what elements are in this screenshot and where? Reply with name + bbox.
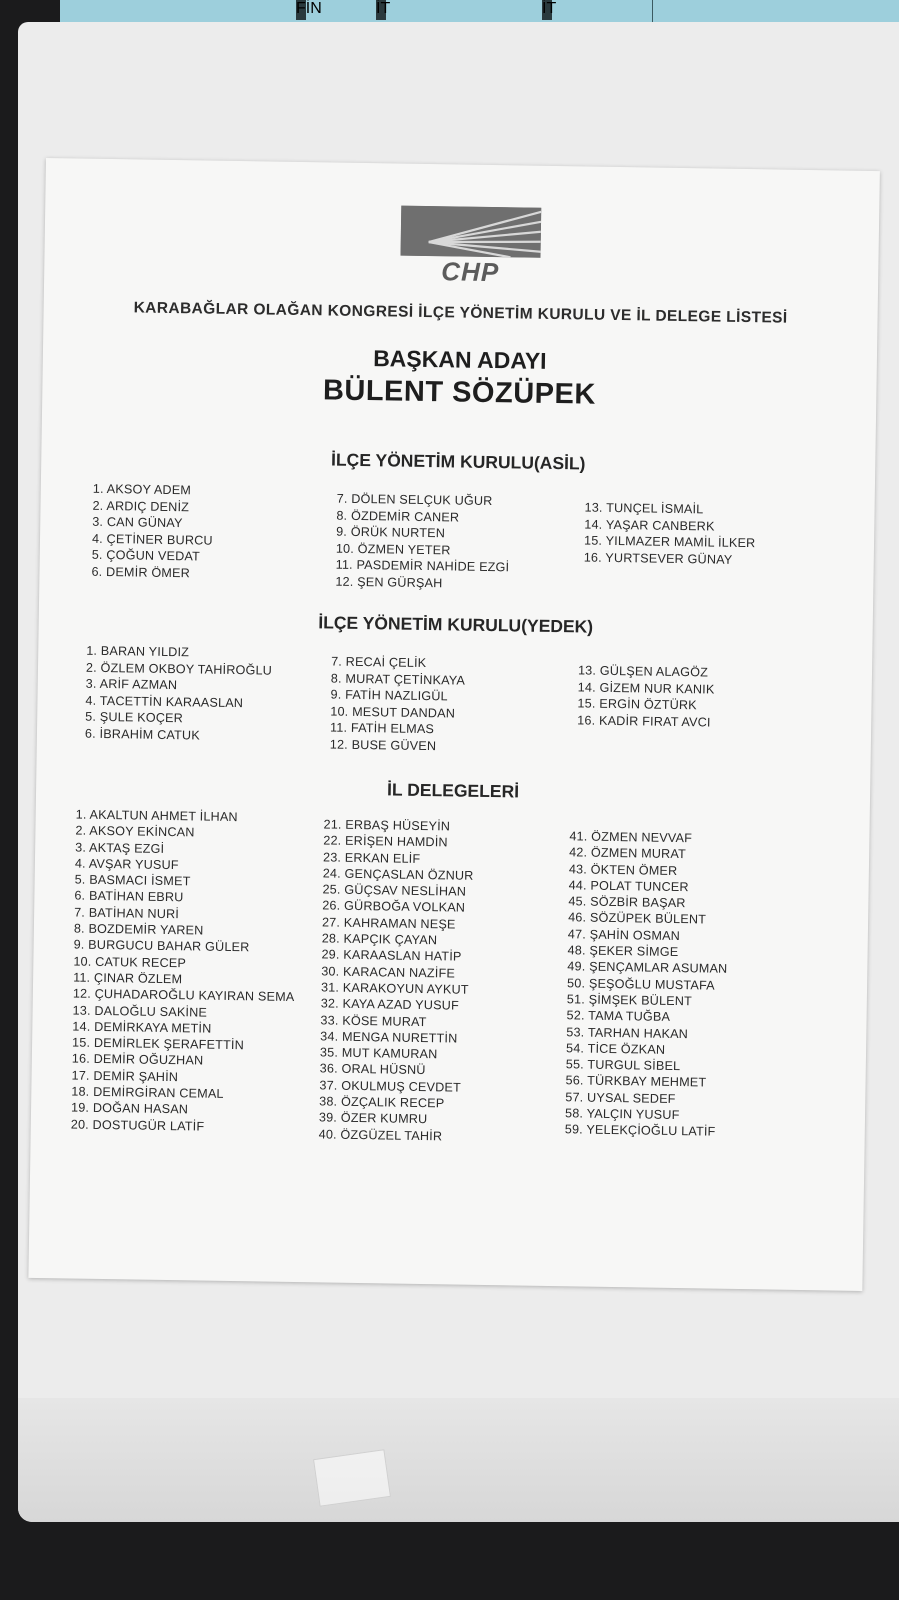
section-title-yedek: İLÇE YÖNETİM KURULU(YEDEK) (318, 612, 594, 637)
list-item: 44. POLAT TUNCER (568, 878, 689, 895)
list-item: 53. TARHAN HAKAN (566, 1024, 689, 1041)
list-item: 6. DEMİR ÖMER (91, 564, 191, 581)
list-item: 34. MENGA NURETTİN (320, 1029, 458, 1046)
list-item: 32. KAYA AZAD YUSUF (320, 996, 460, 1013)
list-item: 30. KARACAN NAZİFE (321, 964, 456, 981)
list-item: 14. GİZEM NUR KANIK (577, 680, 715, 697)
list-item: 17. DEMİR ŞAHİN (71, 1068, 179, 1084)
list-item: 13. GÜLŞEN ALAGÖZ (577, 663, 709, 680)
list-item: 1. AKSOY ADEM (92, 481, 192, 498)
list-item: 26. GÜRBOĞA VOLKAN (322, 898, 466, 916)
chp-logo (400, 206, 541, 288)
list-item: 18. DEMİRGİRAN CEMAL (71, 1084, 224, 1101)
yedek-column-2 (330, 654, 466, 756)
list-item: 9. BURGUCU BAHAR GÜLER (73, 937, 250, 955)
list-item: 59. YELEKÇİOĞLU LATİF (564, 1122, 716, 1139)
list-item: 13. DALOĞLU SAKİNE (72, 1003, 208, 1020)
list-item: 7. DÖLEN SELÇUK UĞUR (336, 491, 493, 509)
document-title: KARABAĞLAR OLAĞAN KONGRESİ İLÇE YÖNETİM KURULU VE İL DELEGE LİSTESİ (133, 299, 788, 327)
list-item: 6. BATİHAN EBRU (74, 889, 184, 905)
list-item: 10. CATUK RECEP (73, 954, 187, 970)
list-item: 54. TİCE ÖZKAN (565, 1041, 666, 1057)
list-item: 10. ÖZMEN YETER (335, 541, 451, 558)
list-item: 47. ŞAHİN OSMAN (567, 927, 681, 943)
candidate-label: BAŞKAN ADAYI (372, 345, 547, 374)
delegeler-column-2 (319, 816, 475, 1144)
list-item: 15. ERGİN ÖZTÜRK (577, 696, 697, 713)
list-item: 15. YILMAZER MAMİL İLKER (583, 533, 756, 551)
list-item: 39. ÖZER KUMRU (318, 1110, 428, 1127)
list-item: 9. FATİH NAZLIGÜL (330, 687, 448, 704)
delegeler-column-1 (71, 807, 298, 1136)
list-item: 46. SÖZÜPEK BÜLENT (568, 910, 707, 927)
list-item: 50. ŞEŞOĞLU MUSTAFA (566, 975, 715, 993)
list-item: 12. BUSE GÜVEN (329, 737, 437, 754)
list-item: 25. GÜÇSAV NESLİHAN (322, 882, 467, 899)
list-item: 5. ÇOĞUN VEDAT (91, 548, 201, 564)
list-item: 6. İBRAHİM CATUK (84, 726, 200, 743)
list-item: 3. AKTAŞ EZGİ (75, 840, 165, 856)
list-item: 52. TAMA TUĞBA (566, 1008, 671, 1025)
list-item: 24. GENÇASLAN ÖZNUR (322, 866, 474, 883)
list-item: 15. DEMİRLEK ŞERAFETTİN (71, 1035, 245, 1053)
list-item: 7. BATİHAN NURİ (74, 905, 180, 921)
list-item: 38. ÖZÇALIK RECEP (319, 1094, 445, 1111)
chp-arrows-icon (401, 206, 542, 258)
list-item: 1. BARAN YILDIZ (86, 643, 190, 660)
list-item: 9. ÖRÜK NURTEN (336, 524, 446, 541)
list-item: 4. ÇETİNER BURCU (91, 531, 213, 548)
yedek-column-3 (577, 662, 715, 731)
section-title-asil: İLÇE YÖNETİM KURULU(ASİL) (330, 449, 586, 474)
list-item: 2. AKSOY EKİNCAN (75, 823, 195, 840)
list-item: 2. ÖZLEM OKBOY TAHİROĞLU (85, 660, 273, 678)
asil-column-2 (335, 491, 510, 593)
section-title-il-delegeleri: İL DELEGELERİ (386, 779, 520, 802)
list-item: 58. YALÇIN YUSUF (564, 1106, 680, 1123)
list-item: 5. ŞULE KOÇER (85, 710, 184, 726)
list-item: 5. BASMACI İSMET (74, 872, 191, 889)
list-item: 4. AVŞAR YUSUF (74, 856, 179, 873)
list-item: 33. KÖSE MURAT (320, 1012, 427, 1029)
list-item: 10. MESUT DANDAN (330, 704, 456, 721)
list-item: 40. ÖZGÜZEL TAHİR (318, 1127, 443, 1143)
list-item: 19. DOĞAN HASAN (70, 1100, 189, 1117)
list-item: 57. UYSAL SEDEF (565, 1090, 676, 1106)
list-item: 1. AKALTUN AHMET İLHAN (75, 807, 238, 825)
list-item: 16. KADİR FIRAT AVCI (577, 713, 711, 730)
list-item: 2. ARDIÇ DENİZ (92, 498, 190, 514)
logo-text: CHP (441, 256, 500, 288)
asil-column-3 (584, 500, 756, 569)
list-item: 11. PASDEMİR NAHİDE EZGİ (335, 557, 510, 575)
list-item: 29. KARAASLAN HATİP (321, 947, 462, 965)
list-item: 28. KAPÇIK ÇAYAN (321, 931, 438, 948)
list-item: 3. CAN GÜNAY (92, 514, 183, 531)
list-item: 12. ŞEN GÜRŞAH (335, 574, 443, 591)
list-item: 49. ŞENÇAMLAR ASUMAN (567, 959, 728, 977)
list-item: 35. MUT KAMURAN (319, 1045, 438, 1062)
list-item: 12. ÇUHADAROĞLU KAYIRAN SEMA (72, 986, 295, 1005)
list-item: 11. ÇINAR ÖZLEM (73, 970, 183, 987)
list-item: 51. ŞİMŞEK BÜLENT (566, 992, 693, 1009)
list-item: 13. TUNÇEL İSMAİL (584, 500, 704, 517)
list-item: 14. DEMİRKAYA METİN (72, 1019, 212, 1036)
list-item: 16. YURTSEVER GÜNAY (583, 550, 733, 567)
list-item: 37. OKULMUŞ CEVDET (319, 1078, 462, 1095)
delegeler-column-3 (565, 828, 730, 1140)
list-item: 55. TURGUL SİBEL (565, 1057, 681, 1074)
list-item: 41. ÖZMEN NEVVAF (569, 829, 693, 846)
list-item: 42. ÖZMEN MURAT (569, 845, 687, 862)
folder-tab-mark: FİN (296, 0, 306, 20)
list-item: 36. ORAL HÜSNÜ (319, 1061, 426, 1078)
list-item: 11. FATİH ELMAS (329, 720, 435, 737)
delegate-list-sheet (28, 158, 879, 1291)
list-item: 8. ÖZDEMİR CANER (336, 508, 460, 525)
tape-piece (313, 1449, 391, 1507)
folder-tab-mark: İT (376, 0, 386, 20)
list-item: 22. ERİŞEN HAMDİN (323, 833, 448, 850)
list-item: 23. ERKAN ELİF (322, 850, 421, 866)
board-lower-edge (18, 1398, 899, 1522)
yedek-column-1 (85, 643, 273, 745)
list-item: 43. ÖKTEN ÖMER (568, 861, 678, 878)
list-item: 14. YAŞAR CANBERK (584, 517, 715, 534)
list-item: 20. DOSTUGÜR LATİF (70, 1117, 205, 1134)
candidate-name: BÜLENT SÖZÜPEK (322, 374, 597, 411)
list-item: 7. RECAİ ÇELİK (331, 654, 427, 671)
list-item: 3. ARİF AZMAN (85, 676, 178, 693)
list-item: 21. ERBAŞ HÜSEYİN (323, 817, 451, 834)
folder-tab-mark: İT (542, 0, 552, 20)
list-item: 56. TÜRKBAY MEHMET (565, 1073, 707, 1090)
list-item: 45. SÖZBİR BAŞAR (568, 894, 686, 911)
list-item: 48. ŞEKER SİMGE (567, 943, 679, 960)
list-item: 8. MURAT ÇETİNKAYA (330, 671, 466, 688)
list-item: 27. KAHRAMAN NEŞE (321, 915, 456, 932)
list-item: 4. TACETTİN KARAASLAN (85, 693, 244, 710)
list-item: 8. BOZDEMİR YAREN (73, 921, 204, 938)
asil-column-1 (91, 481, 213, 582)
list-item: 31. KARAKOYUN AYKUT (320, 980, 469, 997)
list-item: 16. DEMİR OĞUZHAN (71, 1051, 204, 1069)
